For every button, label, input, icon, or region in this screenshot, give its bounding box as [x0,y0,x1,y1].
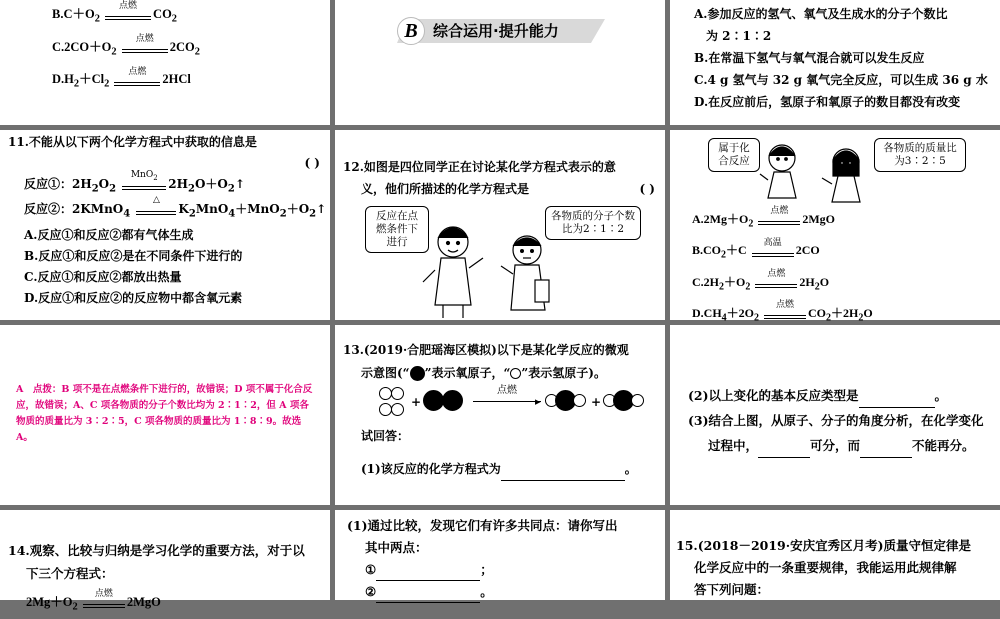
oxygen-atom-icon [410,366,425,381]
q13-sub2: (2)以上变化的基本反应类型是 。 [688,383,1000,408]
student-boy-icon [501,236,549,310]
q14-equation-partial: $2Mg+O_2$ 点燃 2MgO [26,588,161,613]
answer-explanation: A 点拨：B 项不是在点燃条件下进行的，故错误；D 项不属于化合反应，故错误；A、C 项各物质的分子个数比均为 2∶1∶2，但 A 项各物质的质量比为 3∶2∶5，C 项各物质的质量比为 1∶8∶9。故选 A。 [16,384,313,443]
molecule-diagram [379,385,665,425]
question-11 [0,130,330,320]
q13-sub1: (1)该反应的化学方程式为 。 [343,458,665,481]
option-line: B.在常温下氢气与氧气混合就可以发生反应 [694,51,925,65]
reaction-arrow: MnO$_2$ [122,179,166,191]
q11-option: D.反应①和反应②的反应物中都含氧元素 [24,290,243,305]
question-14-part1 [335,510,665,600]
section-title: 综合运用·提升能力 [433,22,559,40]
answer-paren: ( ) [304,156,320,170]
q13-sub3-line2: 过程中， 可分，而 不能再分。 [688,433,1000,458]
q12-stem-line1: 12.如图是四位同学正在讨论某化学方程式表示的意 [343,160,616,174]
section-badge: B [397,17,425,45]
reaction-arrow: 点燃 [758,214,800,226]
reaction-arrow: 点燃 [114,75,160,87]
student-girl-2-icon [760,145,796,198]
answer-blank[interactable] [860,443,912,458]
section-b-banner [395,16,610,46]
panel-answer [0,325,330,505]
q12-stem-line2: 义，他们所描述的化学方程式是 ( ) [343,178,665,200]
oxygen-atom-icon [442,390,463,411]
panel-top-right [670,0,1000,125]
q12-option-b: $B.CO_2+C$ 高温 2CO [692,236,820,261]
answer-blank[interactable] [758,443,810,458]
reaction-arrow: 高温 [752,246,794,258]
q12-option-a: $A.2Mg+O_2$ 点燃 2MgO [692,205,835,230]
q11-stem: 11.不能从以下两个化学方程式中获取的信息是 [8,135,257,149]
oxygen-atom-icon [423,390,444,411]
hydrogen-atom-icon [631,394,644,407]
panel-section-header [335,0,665,125]
hydrogen-atom-icon [573,394,586,407]
reaction-arrow: 点燃 [122,42,168,54]
q14-item-2: ② 。 [347,581,665,603]
q14-item-1: ① ； [347,559,665,581]
option-line: D.在反应前后，氢原子和氧原子的数目都没有改变 [694,95,961,109]
reaction-arrow: △ [136,204,176,216]
question-12 [335,130,665,320]
speech-bubble-2: 各物质的分子个数比为2∶1∶2 [545,206,641,240]
q14-sub1-line2: 其中两点： [365,540,428,555]
answer-blank[interactable] [376,588,480,603]
option-line: A.参加反应的氢气、氧气及生成水的分子个数比 [694,7,948,21]
q14-stem-line2: 下三个方程式： [26,566,114,581]
reaction-arrow: 点燃 [755,277,797,289]
option-b: $B.C+O_2$ 点燃 $CO_2$ [52,0,177,25]
q11-reaction-2: 反应②：2KMnO$_4$ △ $K_2MnO_4+MnO_2+O_2↑$ [24,194,327,220]
question-13 [335,325,665,505]
question-12-options [670,130,1000,324]
q13-ask: 试回答： [361,429,410,443]
question-13-continued [670,325,1000,505]
answer-blank[interactable] [859,393,935,408]
answer-blank[interactable] [501,466,625,481]
plus-sign: + [411,395,422,409]
question-15 [670,510,1000,600]
speech-bubble-1: 反应在点燃条件下进行 [365,206,429,253]
hydrogen-atom-icon [391,387,404,400]
q13-stem-line1: 13.(2019·合肥瑶海区模拟)以下是某化学反应的微观 [343,343,629,357]
q15-line2: 化学反应中的一条重要规律，我能运用此规律解 [694,560,957,575]
option-line: C.4 g 氢气与 32 g 氧气完全反应，可以生成 36 g 水 [694,73,988,87]
question-14 [0,510,330,613]
answer-paren: ( ) [639,182,655,196]
q11-option: A.反应①和反应②都有气体生成 [24,227,194,242]
q12-option-d: $D.CH_4+2O_2$ 点燃 $CO_2+2H_2O$ [692,299,873,324]
speech-bubble-4: 各物质的质量比为3∶2∶5 [874,138,966,172]
q12-option-c: $C.2H_2+O_2$ 点燃 $2H_2O$ [692,268,830,293]
student-girl-icon [423,227,483,318]
student-girl-3-icon [822,149,860,202]
option-d: $D.H_2+Cl_2$ 点燃 2HCl [52,65,191,90]
students-illustration-2 [670,136,1000,206]
plus-sign: + [591,395,602,409]
q11-reaction-1: 反应①：$2H_2O_2$ MnO$_2$ $2H_2O+O_2↑$ [24,169,245,195]
q15-line1: 15.(2018－2019·安庆宜秀区月考)质量守恒定律是 [676,538,972,553]
q11-option: B.反应①和反应②是在不同条件下进行的 [24,248,243,263]
q15-line3: 答下列问题： [694,582,770,597]
q13-stem-line2: 示意图(“ ”表示氧原子，“ ”表示氢原子)。 [361,366,606,380]
option-c: $C.2CO+O_2$ 点燃 $2CO_2$ [52,32,200,58]
option-line: 为 2∶1∶2 [706,29,772,43]
reaction-arrow: 点燃 [83,597,125,609]
hydrogen-atom-icon [510,368,521,379]
reaction-arrow: 点燃 [105,9,151,21]
answer-blank[interactable] [376,566,480,581]
hydrogen-atom-icon [391,403,404,416]
reaction-arrow: 点燃 [764,308,806,320]
reaction-arrow: 点燃 [473,395,541,407]
q11-option: C.反应①和反应②都放出热量 [24,269,182,284]
q14-sub1-line1: (1)通过比较，发现它们有许多共同点：请你写出 [347,518,618,533]
q14-stem-line1: 14.观察、比较与归纳是学习化学的重要方法，对于以 [8,543,305,558]
arrow-head: ▸ [535,395,541,408]
students-illustration [335,210,665,320]
panel-top-left [0,0,330,125]
q13-sub3-line1: (3)结合上图，从原子、分子的角度分析，在化学变化 [688,413,984,428]
speech-bubble-3: 属于化合反应 [708,138,760,172]
